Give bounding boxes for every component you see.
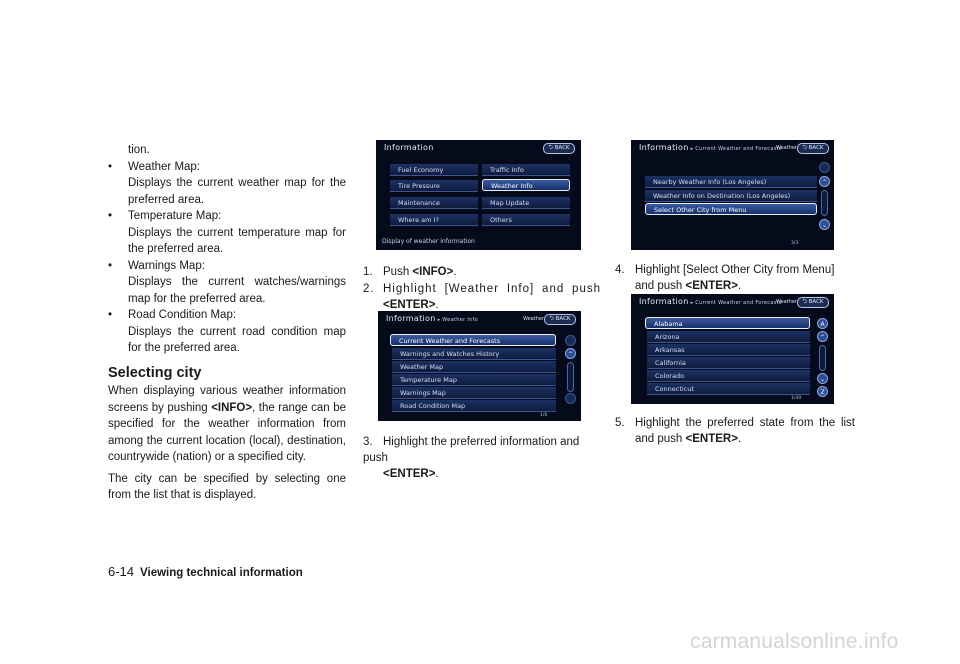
key-info: <INFO> xyxy=(412,266,454,278)
breadcrumb: ▸ Current Weather and Forecasts xyxy=(690,146,782,152)
bullet-title: Weather Map: xyxy=(128,160,201,173)
back-label: BACK xyxy=(808,145,824,151)
menu-item-weather-info[interactable]: Weather Info xyxy=(482,179,570,191)
paragraph-2: The city can be specified by selecting one from the list that is displayed. xyxy=(108,472,346,501)
bullet-title: Temperature Map: xyxy=(128,210,222,222)
back-button[interactable]: ⮌ BACK xyxy=(797,297,829,308)
list-item-weather-map[interactable]: Weather Map xyxy=(392,361,556,373)
bullet-icon: • xyxy=(108,259,113,272)
breadcrumb: ▸ Weather Info xyxy=(437,317,479,323)
screen-title xyxy=(639,297,782,306)
scroll-down-icon[interactable]: ⌄ xyxy=(817,373,828,384)
breadcrumb: ▸ Current Weather and Forecasts xyxy=(690,300,782,306)
page-footer xyxy=(108,564,303,579)
back-button[interactable]: ⮌ BACK xyxy=(544,314,576,325)
step-text: Highlight the preferred information and push xyxy=(363,436,580,464)
bullet-weather-map xyxy=(108,159,346,209)
list-item-warnings-map[interactable]: Warnings Map xyxy=(392,387,556,399)
alphabet-icon[interactable]: A xyxy=(817,318,828,329)
back-button[interactable]: ⮌ BACK xyxy=(797,143,829,154)
list-item-warnings-history[interactable]: Warnings and Watches History xyxy=(392,348,556,360)
back-button[interactable]: ⮌ BACK xyxy=(543,143,575,154)
menu-item-maintenance[interactable]: Maintenance xyxy=(390,197,478,209)
page-indicator: 1/49 xyxy=(791,396,802,401)
list-item-temperature-map[interactable]: Temperature Map xyxy=(392,374,556,386)
bullet-road-condition-map xyxy=(108,307,346,357)
info-key: <INFO> xyxy=(211,401,253,414)
para-text: , the range can be specified for the weather information from among the current location (local), destination, countrywide (nation) or a specified city. xyxy=(108,401,346,463)
step-1 xyxy=(363,264,601,280)
title-text: Information xyxy=(639,297,689,306)
menu-item-fuel-economy[interactable]: Fuel Economy xyxy=(390,164,478,176)
screen-title xyxy=(639,143,782,152)
screen-footer-text: Display of weather information xyxy=(382,238,475,245)
screen-state-list xyxy=(631,294,834,404)
back-label: BACK xyxy=(555,316,571,322)
list-item-state[interactable]: Alabama xyxy=(645,317,810,329)
step-text: Highlight [Select Other City from Menu] and push xyxy=(635,264,835,292)
key-enter: <ENTER> xyxy=(383,299,436,311)
bullet-desc: Displays the current temperature map for the preferred area. xyxy=(128,226,346,255)
back-label: BACK xyxy=(554,145,570,151)
scroll-up-icon[interactable]: ⌃ xyxy=(819,176,830,187)
bullet-desc: Displays the current weather map for the preferred area. xyxy=(128,177,346,206)
weather-label: Weather xyxy=(775,299,797,305)
scroll-down-icon[interactable]: ⌄ xyxy=(819,219,830,230)
step-number: 1. xyxy=(363,266,373,278)
bullet-warnings-map xyxy=(108,258,346,308)
bullet-title: Road Condition Map: xyxy=(128,309,237,321)
list-item-state[interactable]: Arkansas xyxy=(647,344,810,356)
title-text: Information xyxy=(386,314,436,323)
key-enter: <ENTER> xyxy=(685,433,738,445)
bullet-icon: • xyxy=(108,210,113,222)
paragraph-1 xyxy=(108,383,346,466)
step-end: . xyxy=(737,433,742,445)
bullet-desc: Displays the current road condition map for the preferred area. xyxy=(128,325,346,354)
step-number: 4. xyxy=(615,264,625,276)
bullet-temperature-map xyxy=(108,208,346,258)
step-number: 3. xyxy=(363,436,373,448)
screen-title xyxy=(386,314,478,323)
list-item-nearby-weather[interactable]: Nearby Weather Info (Los Angeles) xyxy=(645,176,817,188)
scroll-up-icon[interactable]: ⌃ xyxy=(817,331,828,342)
step-5 xyxy=(615,415,855,447)
list-item-current-weather[interactable]: Current Weather and Forecasts xyxy=(390,334,556,346)
screen-header xyxy=(378,311,581,325)
scrollbar[interactable] xyxy=(819,345,826,371)
bullet-icon: • xyxy=(108,160,113,173)
weather-label: Weather xyxy=(775,145,797,151)
section-title: Viewing technical information xyxy=(140,567,303,579)
section-heading: Selecting city xyxy=(108,364,202,381)
page-number: 6-14 xyxy=(108,564,135,579)
back-label: BACK xyxy=(808,299,824,305)
key-enter: <ENTER> xyxy=(685,280,738,292)
menu-item-tire-pressure[interactable]: Tire Pressure xyxy=(390,180,478,192)
screen-header xyxy=(376,140,581,154)
list-item-road-condition-map[interactable]: Road Condition Map xyxy=(392,400,556,412)
bullet-title: Warnings Map: xyxy=(128,259,205,272)
screen-current-weather xyxy=(631,140,834,250)
alphabet-z-icon[interactable]: Z xyxy=(817,386,828,397)
screen-header xyxy=(631,294,834,308)
screen-title: Information xyxy=(384,143,434,152)
step-text: Highlight [Weather Info] and push xyxy=(383,283,601,295)
bullet-desc: Displays the current watches/warnings map for the preferred area. xyxy=(128,276,346,305)
scroll-top-icon[interactable] xyxy=(819,162,830,173)
weather-label: Weather xyxy=(522,316,544,322)
page-indicator: 3/3 xyxy=(791,241,799,246)
menu-item-others[interactable]: Others xyxy=(482,214,570,226)
scroll-down-icon[interactable] xyxy=(565,393,576,404)
list-item-destination-weather[interactable]: Weather Info on Destination (Los Angeles) xyxy=(645,190,817,202)
watermark: carmanualsonline.info xyxy=(690,630,899,653)
step-number: 2. xyxy=(363,283,375,295)
scrollbar[interactable] xyxy=(821,190,828,216)
page-indicator: 1/6 xyxy=(540,413,548,418)
list-item-state[interactable]: Arizona xyxy=(647,331,810,343)
title-text: Information xyxy=(639,143,689,152)
list-item-state[interactable]: Connecticut xyxy=(647,383,810,395)
list-item-state[interactable]: California xyxy=(647,357,810,369)
left-column xyxy=(108,142,346,504)
step-end: . xyxy=(737,280,742,292)
step-number: 5. xyxy=(615,417,625,429)
screen-information-menu xyxy=(376,140,581,250)
scroll-top-icon[interactable] xyxy=(565,335,576,346)
screen-weather-info xyxy=(378,311,581,421)
step-2 xyxy=(363,281,601,313)
step-text: Push xyxy=(383,266,413,278)
menu-item-where-am-i[interactable]: Where am I? xyxy=(390,214,478,226)
step-end: . xyxy=(453,266,457,278)
step-end: . xyxy=(435,299,439,311)
step-3 xyxy=(363,434,603,482)
scroll-up-icon[interactable]: ⌃ xyxy=(565,348,576,359)
scrollbar[interactable] xyxy=(567,362,574,392)
bullet-icon: • xyxy=(108,309,113,321)
list-item-select-other-city[interactable]: Select Other City from Menu xyxy=(645,203,817,215)
list-item-state[interactable]: Colorado xyxy=(647,370,810,382)
menu-item-map-update[interactable]: Map Update xyxy=(482,197,570,209)
screen-header xyxy=(631,140,834,154)
continued-text: tion. xyxy=(128,144,150,156)
menu-item-traffic-info[interactable]: Traffic Info xyxy=(482,164,570,176)
step-4 xyxy=(615,262,855,294)
step-end: . xyxy=(435,468,439,480)
para-text: When displaying various weather information screens by pushing xyxy=(108,385,346,414)
step-text: Highlight the preferred state from the list and push xyxy=(635,417,855,445)
key-enter: <ENTER> xyxy=(383,468,436,480)
